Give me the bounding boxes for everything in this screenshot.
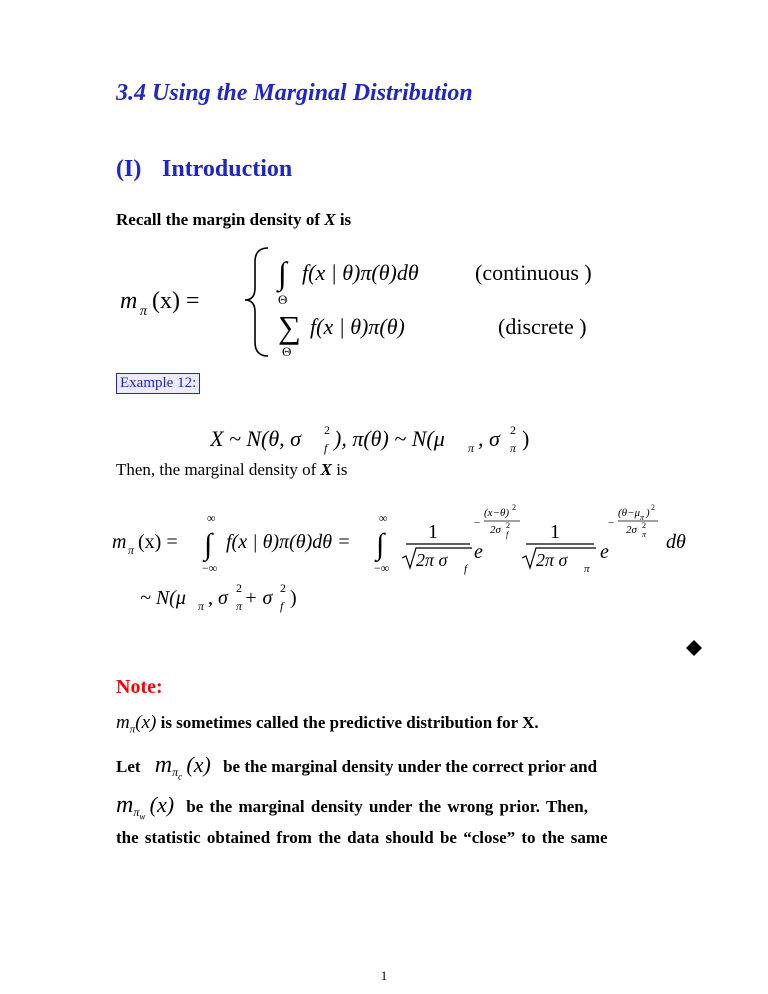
eq-m-sub: π [140, 304, 148, 319]
comp-upper-2: ∞ [379, 511, 388, 525]
para-text1: be the marginal density under the correct prior and [223, 757, 598, 776]
model-part3: , σ [478, 426, 500, 451]
subsection-title: Introduction [162, 156, 293, 182]
comp-result-part1: ~ N(μ [140, 587, 186, 609]
model-sub-pi: π [468, 441, 475, 455]
comp-result-sub: π [198, 599, 205, 613]
comp-result-sub2: π [236, 599, 243, 613]
note-label: Note: [116, 676, 163, 698]
comp-m: m [112, 531, 127, 553]
eq-m-arg: (x) = [152, 288, 200, 314]
comp-exp1-den-sq: 2 [506, 521, 510, 530]
comp-lower-2: −∞ [374, 561, 390, 575]
model-part2: ), π(θ) ~ N(μ [334, 426, 445, 451]
comp-exp1-den-sub: f [506, 530, 509, 539]
comp-exp2-minus: − [608, 517, 615, 529]
sum-note: (discrete ) [498, 314, 587, 339]
paragraph-line-1 [116, 752, 597, 782]
comp-e1: e [474, 541, 483, 563]
model-sq1: 2 [324, 423, 330, 437]
marginal-density-equation [110, 240, 650, 360]
sum-expression: f(x | θ)π(θ) [310, 314, 405, 339]
sum-domain: Θ [282, 344, 292, 359]
then-var: X [320, 460, 332, 479]
recall-var: X [324, 210, 336, 229]
comp-result-mid: , σ [208, 587, 228, 609]
comp-integral-icon-2: ∫ [376, 528, 385, 561]
example-label: Example 12: [116, 373, 200, 394]
comp-exp2-sq: 2 [651, 503, 655, 512]
comp-result-close: ) [290, 587, 297, 609]
comp-lower-1: −∞ [202, 561, 218, 575]
para-m1-sub: πc [172, 765, 183, 782]
comp-sqrt1-text: 2π σ [416, 550, 448, 570]
integral-expression: f(x | θ)π(θ)dθ [302, 260, 419, 285]
comp-exp2-num-sub: π [640, 513, 645, 522]
subsection-number: (I) [116, 156, 142, 182]
comp-result-plus: + σ [244, 587, 273, 609]
comp-result-sq2: 2 [280, 581, 286, 595]
model-sub-pi2: π [510, 441, 517, 455]
comp-e2: e [600, 541, 609, 563]
integral-note: (continuous ) [475, 260, 592, 285]
note-arg: (x) [135, 712, 157, 733]
paragraph-line-2 [116, 792, 588, 822]
comp-exp1-minus: − [474, 517, 481, 529]
comp-upper-1: ∞ [207, 511, 216, 525]
model-part1: X ~ N(θ, σ [210, 426, 301, 451]
comp-exp1-num: (x−θ) [484, 507, 510, 519]
comp-integrand: f(x | θ)π(θ)dθ = [226, 531, 351, 553]
comp-sqrt1-sub: f [464, 563, 468, 575]
comp-frac1-num: 1 [428, 521, 438, 543]
integral-domain: Θ [278, 292, 288, 307]
comp-sqrt2-text: 2π σ [536, 550, 568, 570]
model-close: ) [522, 426, 530, 451]
comp-m-arg: (x) = [138, 531, 178, 553]
sum-sign-icon: ∑ [278, 309, 301, 345]
eq-m: m [120, 288, 138, 314]
section-title: 3.4 Using the Marginal Distribution [116, 80, 473, 106]
para-m2-sub: πw [133, 805, 146, 822]
comp-m-sub: π [128, 543, 135, 557]
comp-dtheta: dθ [666, 531, 686, 553]
comp-result-sq1: 2 [236, 581, 242, 595]
para-arg1: (x) [186, 752, 211, 777]
recall-text [116, 210, 351, 230]
marginal-computation-equation [110, 486, 710, 626]
note-text [116, 712, 539, 735]
page-number: 1 [380, 968, 388, 983]
diamond-icon [686, 640, 702, 656]
integral-sign-icon: ∫ [278, 255, 287, 291]
paragraph-line-3: the statistic obtained from the data should be “close” to the same [116, 828, 608, 847]
para-m2: m [116, 792, 134, 818]
para-m1: m [154, 752, 173, 778]
comp-exp2-num-close: ) [646, 507, 650, 519]
comp-exp1-den: 2σ [490, 524, 501, 536]
comp-exp2-den: 2σ [626, 524, 637, 536]
then-suffix: is [331, 460, 348, 479]
recall-prefix: Recall the margin density of [116, 210, 325, 229]
then-prefix: Then, the marginal density of [116, 460, 321, 479]
para-arg2: (x) [149, 792, 175, 817]
comp-frac2-num: 1 [550, 521, 560, 543]
comp-exp2-den-sub: π [642, 530, 647, 539]
model-sub-f: f [324, 441, 328, 455]
para-text2: be the marginal density under the wrong prior. Then, [186, 797, 588, 816]
para-let: Let [116, 757, 141, 776]
then-text [116, 460, 348, 480]
model-sq2: 2 [510, 423, 516, 437]
note-m-sub: π [129, 723, 136, 736]
note-body: is sometimes called the predictive distribution for X. [156, 713, 539, 732]
subsection-heading [116, 156, 292, 183]
comp-exp2-den-sq: 2 [642, 521, 646, 530]
comp-integral-icon-1: ∫ [204, 528, 213, 561]
model-equation [210, 418, 590, 458]
comp-exp1-sq: 2 [512, 503, 516, 512]
note-m: m [116, 712, 130, 733]
comp-exp2-num: (θ−μ [618, 507, 641, 519]
recall-suffix: is [335, 210, 352, 229]
comp-result-sub3: f [280, 599, 284, 613]
comp-sqrt2-sub: π [584, 563, 590, 575]
brace-icon [245, 248, 268, 356]
